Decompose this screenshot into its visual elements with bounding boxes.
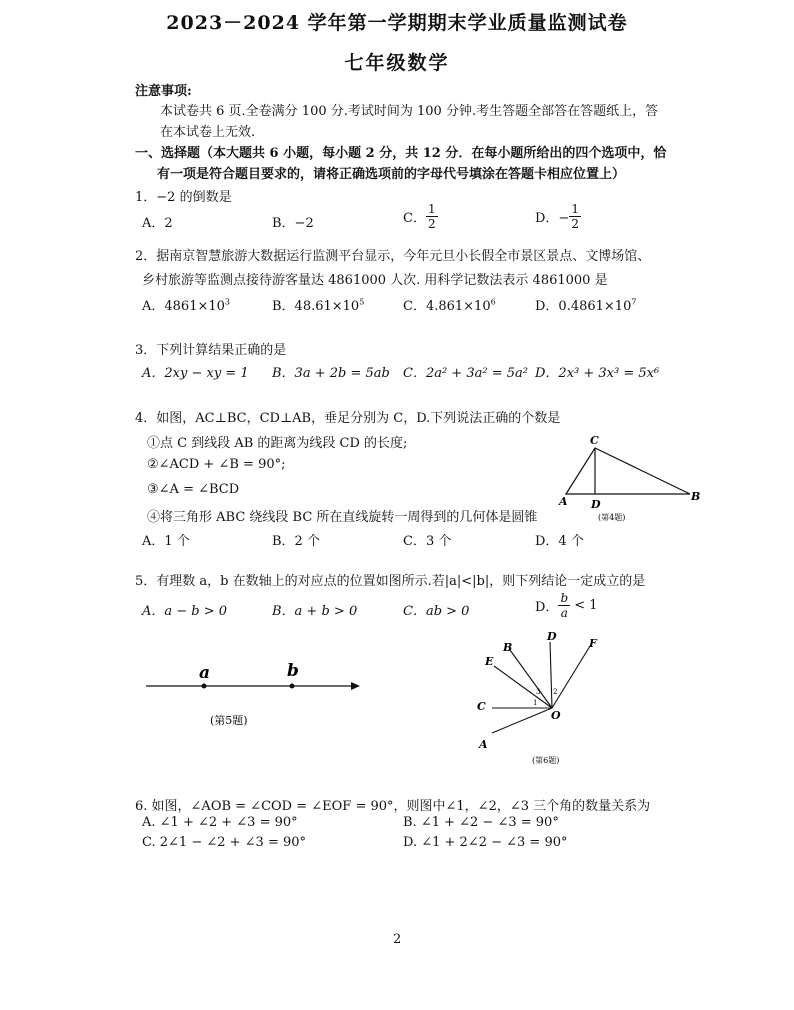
ray-oa	[492, 708, 552, 733]
q5-option-c: C．ab > 0	[403, 604, 470, 619]
q6-stem: 6. 如图，∠AOB = ∠COD = ∠EOF = 90°，则图中∠1，∠2，∠3 三个角的数量关系为	[135, 799, 651, 814]
q1-option-d-fraction	[569, 202, 581, 231]
q6-option-b: B. ∠1 + ∠2 − ∠3 = 90°	[403, 815, 559, 830]
q4-option-d: D．4 个	[535, 534, 584, 549]
q4-option-a: A．1 个	[142, 534, 190, 549]
q1-stem: 1．−2 的倒数是	[135, 190, 232, 205]
angle-3-label: 3	[536, 688, 541, 696]
q2-c-exponent: 6	[490, 297, 496, 307]
q3-option-c: C．2a² + 3a² = 5a²	[403, 366, 528, 381]
ray-oe	[494, 666, 552, 708]
q2-a-base: A．4861×10	[142, 299, 225, 314]
label-f: F	[589, 637, 597, 650]
label-a: A	[479, 738, 488, 751]
q5-number-line-figure	[140, 658, 370, 738]
q6-angles-figure	[470, 628, 610, 773]
point-b	[290, 684, 295, 689]
q3-option-b: B．3a + 2b = 5ab	[272, 366, 390, 381]
q3-stem: 3．下列计算结果正确的是	[135, 343, 287, 358]
q2-d-exponent: 7	[631, 297, 637, 307]
notice-heading: 注意事项:	[135, 84, 192, 99]
q5-option-d-tail: < 1	[574, 598, 598, 613]
q1-option-c-fraction	[426, 202, 438, 231]
label-b: B	[503, 641, 513, 654]
q4-option-b: B．2 个	[272, 534, 320, 549]
q5-option-a: A．a − b > 0	[142, 604, 228, 619]
q1-c-denominator: 2	[427, 217, 436, 231]
label-b: B	[691, 490, 701, 503]
angle-2-label: 2	[553, 688, 558, 696]
q2-c-base: C．4.861×10	[403, 299, 491, 314]
q6-option-d: D. ∠1 + 2∠2 − ∠3 = 90°	[403, 835, 568, 850]
q1-option-d	[535, 202, 581, 231]
label-d: D	[591, 498, 601, 511]
q6-option-a: A. ∠1 + ∠2 + ∠3 = 90°	[142, 815, 298, 830]
section-heading-line-1: 一、选择题（本大题共 6 小题，每小题 2 分，共 12 分．在每小题所给出的四个选项中，恰	[135, 146, 667, 161]
q6-figure-caption: (第6题)	[532, 756, 560, 765]
arrow-head-icon	[351, 682, 360, 690]
page-title: 2023－2024 学年第一学期期末学业质量监测试卷	[166, 12, 628, 34]
label-e: E	[485, 655, 494, 668]
q5-stem: 5．有理数 a，b 在数轴上的对应点的位置如图所示.若|a|<|b|，则下列结论一定成立的是	[135, 574, 646, 589]
triangle-abc	[566, 448, 690, 494]
notice-line-2: 在本试卷上无效.	[160, 125, 256, 140]
ray-of	[552, 646, 590, 708]
q5-option-d-fraction	[558, 591, 570, 620]
notice-line-1: 本试卷共 6 页.全卷满分 100 分.考试时间为 100 分钟.考生答题全部答在答题纸上，答	[160, 104, 659, 119]
q1-option-c	[403, 202, 438, 231]
q2-stem-line-2: 乡村旅游等监测点接待游客量达 4861000 人次. 用科学记数法表示 4861000 是	[142, 273, 608, 288]
q1-c-numerator: 1	[427, 202, 436, 216]
q1-d-denominator: 2	[571, 217, 579, 231]
q2-a-exponent: 3	[224, 297, 231, 307]
q1-option-a: A．2	[142, 216, 173, 231]
q6-option-c: C. 2∠1 − ∠2 + ∠3 = 90°	[142, 835, 307, 850]
q5-option-b: B．a + b > 0	[272, 604, 358, 619]
q2-option-a	[142, 295, 230, 314]
q4-statement-2: ②∠ACD + ∠B = 90°;	[147, 457, 286, 472]
q5-option-d	[535, 591, 598, 620]
q4-figure-caption: (第4题)	[598, 513, 626, 522]
q1-option-c-label: C．	[403, 211, 426, 226]
q2-d-base: D．0.4861×10	[535, 299, 632, 314]
page-number: 2	[393, 932, 402, 947]
q4-triangle-figure	[550, 430, 710, 526]
q2-option-b	[272, 295, 364, 314]
ray-od	[550, 642, 552, 708]
q3-option-d: D．2x³ + 3x³ = 5x⁶	[535, 366, 660, 381]
point-a	[202, 684, 207, 689]
q5-d-denominator: a	[560, 606, 568, 620]
q2-stem-line-1: 2．据南京智慧旅游大数据运行监测平台显示，今年元旦小长假全市景区景点、文博场馆、	[135, 249, 651, 264]
q2-b-exponent: 5	[359, 297, 365, 307]
angle-1-label: 1	[533, 699, 538, 707]
q1-option-b: B．−2	[272, 216, 314, 231]
label-a: A	[559, 495, 568, 508]
q3-option-a: A．2xy − xy = 1	[142, 366, 249, 381]
label-c: C	[590, 434, 599, 447]
q4-stem: 4．如图，AC⊥BC，CD⊥AB，垂足分别为 C，D.下列说法正确的个数是	[135, 411, 561, 426]
q1-d-numerator: 1	[571, 202, 579, 216]
q4-statement-3: ③∠A = ∠BCD	[147, 482, 240, 497]
label-d: D	[547, 630, 557, 643]
q5-option-d-label: D．	[535, 600, 559, 615]
q2-option-d	[535, 295, 636, 314]
q2-option-c	[403, 295, 496, 314]
page-subtitle: 七年级数学	[344, 52, 450, 74]
label-c: C	[477, 700, 486, 713]
label-a: a	[199, 663, 211, 683]
q5-figure-caption: (第5题)	[210, 714, 248, 727]
section-heading-line-2: 有一项是符合题目要求的，请将正确选项前的字母代号填涂在答题卡相应位置上）	[157, 167, 626, 182]
q4-option-c: C．3 个	[403, 534, 452, 549]
label-o: O	[551, 709, 561, 722]
label-b: b	[287, 661, 299, 681]
q2-b-base: B．48.61×10	[272, 299, 360, 314]
q5-d-numerator: b	[560, 591, 569, 605]
q1-option-d-label: D．−	[535, 211, 570, 226]
q4-statement-4: ④将三角形 ABC 绕线段 BC 所在直线旋转一周得到的几何体是圆锥	[147, 510, 538, 525]
ray-ob	[510, 650, 552, 708]
q4-statement-1: ①点 C 到线段 AB 的距离为线段 CD 的长度;	[147, 436, 408, 451]
